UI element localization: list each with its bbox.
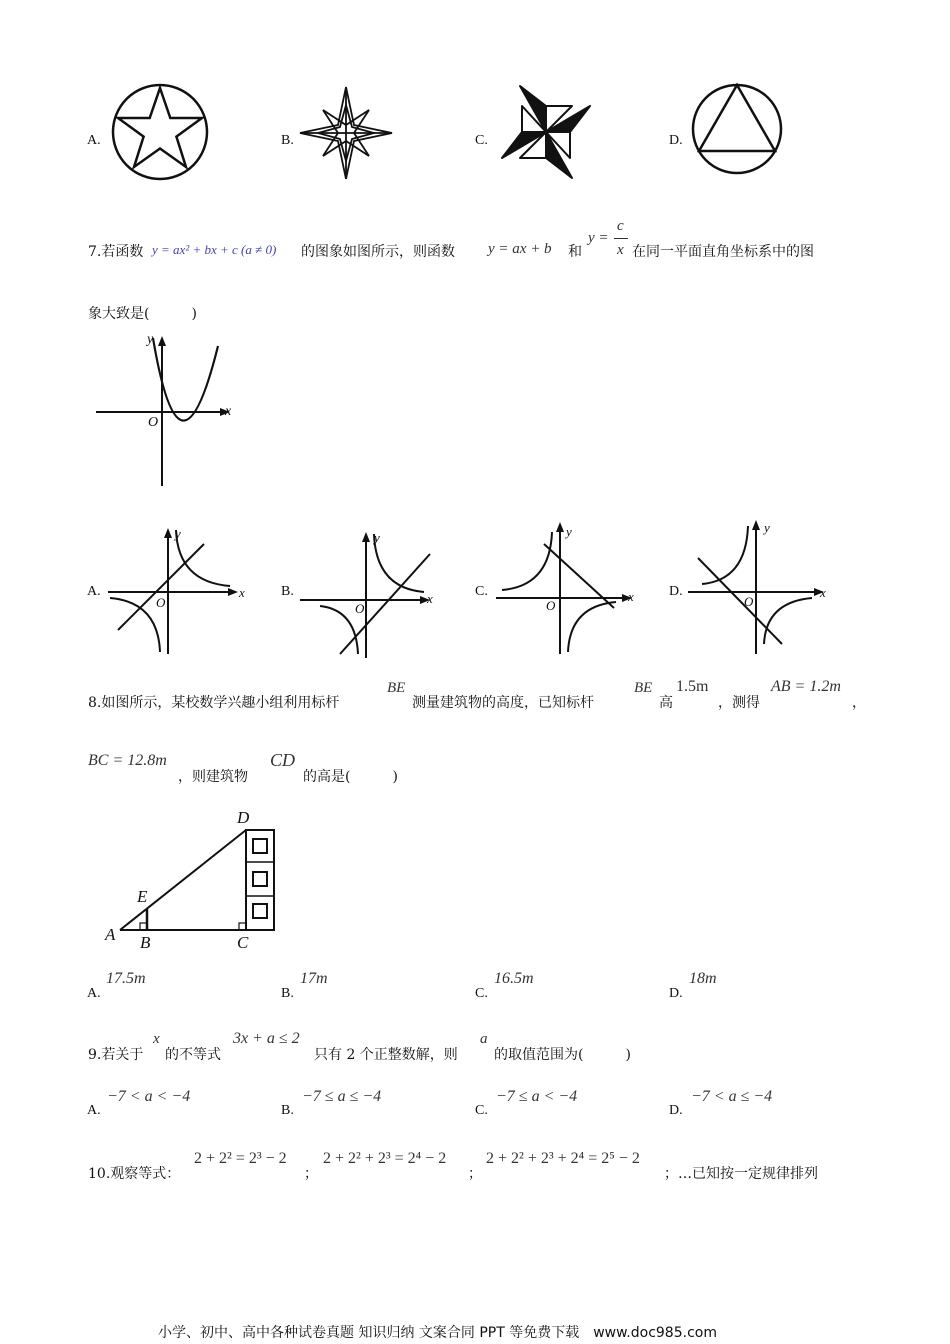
q7-quadratic-function: y = ax² + bx + c (a ≠ 0) <box>152 242 277 257</box>
q7-option-c-x-label: x <box>628 589 634 604</box>
q9-option-d-label: D. <box>669 1103 683 1118</box>
q9-option-b-value: −7 ≤ a ≤ −4 <box>302 1088 382 1105</box>
q6-figure-d-triangle-circle <box>690 82 784 176</box>
q8-text-mid3: ，测得 <box>718 695 760 711</box>
q8-option-a-label: A. <box>87 986 101 1001</box>
q9-option-d-value: −7 < a ≤ −4 <box>691 1088 773 1105</box>
q9-option-b-label: B. <box>281 1103 294 1118</box>
q7-text-line2: 象大致是( ) <box>88 306 197 322</box>
q7-inverse-function-numerator: c <box>617 218 624 234</box>
q7-linear-function: y = ax + b <box>488 241 552 257</box>
q9-text-mid2: 只有 2 个正整数解，则 <box>314 1047 458 1063</box>
q8-label-e: E <box>137 887 148 906</box>
q9-option-a-value: −7 < a < −4 <box>107 1088 191 1105</box>
q7-option-b-graph <box>300 530 434 660</box>
q10-text-suffix: ；…已知按一定规律排列 <box>664 1166 818 1182</box>
q7-option-d-graph <box>688 518 828 656</box>
q10-sep-2: ； <box>468 1166 482 1182</box>
q8-text-comma: ， <box>852 695 866 711</box>
q7-option-d-y-label: y <box>764 520 770 535</box>
q8-be-2: BE <box>634 680 653 696</box>
q8-be-1: BE <box>387 680 406 696</box>
q6-figure-b-compass-star <box>298 85 394 181</box>
q8-option-c-label: C. <box>475 986 488 1001</box>
q9-option-c-value: −7 ≤ a < −4 <box>496 1088 578 1105</box>
q8-option-d-value: 18m <box>689 970 717 987</box>
q10-equation-1: 2 + 2² = 2³ − 2 <box>194 1150 287 1167</box>
q7-option-c-graph <box>496 520 636 656</box>
q7-main-y-label: y <box>147 332 154 347</box>
q7-option-b-origin: O <box>355 601 365 616</box>
q9-a-variable: a <box>480 1031 488 1047</box>
q10-sep-1: ； <box>304 1166 318 1182</box>
q8-label-a: A <box>105 925 116 944</box>
q7-option-c-label: C. <box>475 584 488 599</box>
q8-label-d: D <box>237 808 250 827</box>
q10-equation-2: 2 + 2² + 2³ = 2⁴ − 2 <box>323 1150 447 1167</box>
q8-option-b-label: B. <box>281 986 294 1001</box>
q8-text-mid4: ，则建筑物 <box>178 769 248 785</box>
q6-figure-c-pinwheel <box>500 84 592 180</box>
q6-figure-a-star-circle <box>110 82 210 182</box>
q7-option-a-y-label: y <box>175 526 181 541</box>
q8-bc-value: BC = 12.8m <box>88 752 167 769</box>
q6-option-c-label: C. <box>475 133 488 148</box>
q7-option-d-x-label: x <box>820 585 826 600</box>
q8-text-prefix: 8.如图所示，某校数学兴趣小组利用标杆 <box>88 695 340 711</box>
q9-inequality: 3x + a ≤ 2 <box>233 1030 300 1047</box>
q7-option-d-origin: O <box>744 594 754 609</box>
q7-option-b-x-label: x <box>427 591 433 606</box>
q7-option-a-origin: O <box>156 595 166 610</box>
q8-text-mid2: 高 <box>659 695 673 711</box>
q10-equation-3: 2 + 2² + 2³ + 2⁴ = 2⁵ − 2 <box>486 1150 640 1167</box>
q9-option-c-label: C. <box>475 1103 488 1118</box>
q7-option-a-label: A. <box>87 584 101 599</box>
q8-option-b-value: 17m <box>300 970 328 987</box>
q7-option-c-y-label: y <box>566 524 572 539</box>
q8-height-value: 1.5m <box>676 678 709 695</box>
q9-option-a-label: A. <box>87 1103 101 1118</box>
q8-option-c-value: 16.5m <box>494 970 534 987</box>
q9-text-suffix: 的取值范围为( ) <box>494 1047 631 1063</box>
q7-inverse-function-left: y = <box>588 230 609 246</box>
q7-option-a-x-label: x <box>239 585 245 600</box>
q8-ab-value: AB = 1.2m <box>771 678 841 695</box>
q7-fraction-bar <box>614 238 628 239</box>
page-footer: 小学、初中、高中各种试卷真题 知识归纳 文案合同 PPT 等免费下载 www.doc985.com <box>158 1325 717 1341</box>
q8-label-b: B <box>140 933 151 952</box>
q7-option-b-y-label: y <box>374 530 380 545</box>
q6-option-a-label: A. <box>87 133 101 148</box>
q7-text-and: 和 <box>568 244 582 260</box>
q7-option-b-label: B. <box>281 584 294 599</box>
q8-cd-label: CD <box>270 750 296 770</box>
q7-option-c-origin: O <box>546 598 556 613</box>
q8-label-c: C <box>237 933 249 952</box>
q8-text-suffix: 的高是( ) <box>303 769 398 785</box>
q8-option-a-value: 17.5m <box>106 970 146 987</box>
q9-x-variable: x <box>153 1031 160 1047</box>
q7-text-mid: 的图象如图所示，则函数 <box>301 244 455 260</box>
q6-option-d-label: D. <box>669 133 683 148</box>
q8-option-d-label: D. <box>669 986 683 1001</box>
q10-text-prefix: 10.观察等式： <box>88 1166 181 1182</box>
q7-option-a-graph <box>108 526 242 656</box>
q7-inverse-function-denominator: x <box>617 242 624 258</box>
q8-text-mid1: 测量建筑物的高度，已知标杆 <box>412 695 594 711</box>
q7-parabola-graph <box>96 334 236 490</box>
q9-text-prefix: 9.若关于 <box>88 1047 144 1063</box>
q7-main-x-label: x <box>225 404 232 419</box>
q9-text-mid1: 的不等式 <box>165 1047 221 1063</box>
q6-option-b-label: B. <box>281 133 294 148</box>
q7-text-prefix: 7.若函数 <box>88 244 144 260</box>
q7-text-suffix: 在同一平面直角坐标系中的图 <box>632 244 814 260</box>
q7-option-d-label: D. <box>669 584 683 599</box>
q7-main-origin-label: O <box>148 415 159 430</box>
